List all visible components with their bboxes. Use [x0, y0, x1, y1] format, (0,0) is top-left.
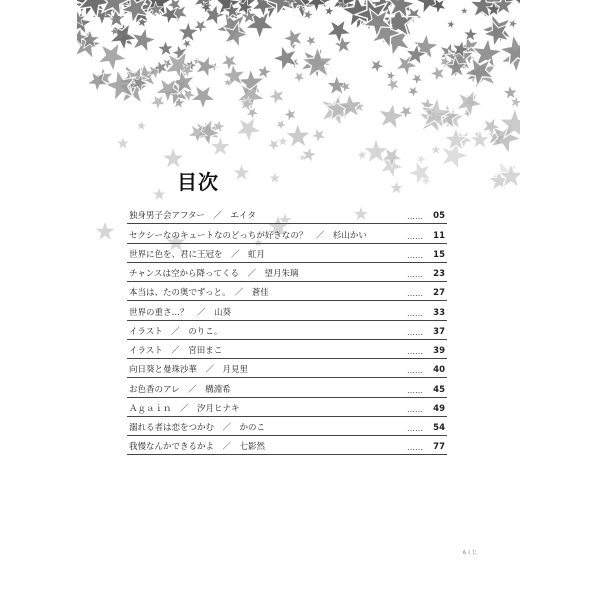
toc-row — [127, 205, 447, 224]
toc-page-number: 11 — [433, 230, 445, 241]
toc-list — [127, 205, 447, 455]
star-shape — [233, 164, 251, 181]
toc-entry-text: イラスト ／ のりこ。 — [129, 326, 223, 337]
toc-leader-dots: …… — [407, 404, 423, 414]
toc-leader-dots: …… — [407, 385, 423, 395]
star-shape — [94, 221, 115, 241]
star-shape — [218, 50, 241, 73]
toc-entry-text: 世界の重さ…？ ／ 山葵 — [129, 307, 232, 318]
star-shape — [323, 13, 356, 46]
toc-row — [127, 398, 447, 417]
toc-page-number: 15 — [433, 249, 445, 260]
star-shape — [299, 42, 339, 83]
star-shape — [116, 137, 129, 150]
toc-leader-dots: …… — [407, 270, 423, 279]
toc-row — [127, 359, 447, 378]
star-shape — [177, 21, 199, 42]
star-shape — [269, 40, 304, 75]
toc-row — [127, 340, 447, 359]
star-shape — [304, 33, 319, 48]
star-shape — [256, 63, 273, 79]
toc-row — [127, 282, 447, 301]
star-shape — [470, 130, 489, 148]
toc-leader-dots: …… — [407, 250, 423, 260]
toc-page-number: 54 — [433, 423, 445, 433]
toc-row — [127, 224, 447, 243]
star-shape — [332, 33, 355, 56]
toc-page-number: 45 — [433, 384, 445, 395]
star-shape — [384, 74, 403, 93]
toc-entry-text: 我慢なんかできるかよ ／ 七影然 — [129, 442, 266, 453]
toc-row — [127, 301, 447, 320]
toc-entry-text: 向日葵と曼珠沙華 ／ 月見里 — [129, 365, 249, 376]
star-shape — [514, 0, 520, 6]
star-shape — [309, 125, 329, 145]
toc-leader-dots: …… — [407, 212, 423, 222]
toc-page-number: 33 — [433, 307, 445, 318]
star-shape — [410, 71, 425, 86]
toc-row — [127, 321, 447, 340]
toc-entry-text: セクシーなのキュートなのどっちが好きなの？ ／ 杉山かい — [129, 230, 367, 241]
toc-row — [127, 378, 447, 397]
toc-entry-text: 溺れる者は恋をつかむ ／ かのこ — [129, 423, 266, 433]
toc-page-number: 27 — [433, 288, 445, 299]
toc-leader-dots: …… — [407, 308, 423, 318]
star-shape — [282, 106, 299, 123]
toc-row — [127, 417, 447, 436]
star-shape — [278, 136, 288, 146]
toc-entry-text: チャンスは空から降ってくる ／ 望月朱璃 — [129, 269, 299, 279]
toc-leader-dots: …… — [407, 289, 423, 299]
star-shape — [463, 27, 478, 42]
toc-entry-text: 世界に色を、君に王冠を ／ 虹月 — [129, 249, 266, 260]
star-shape — [378, 142, 406, 170]
page-title: 目次 — [177, 170, 219, 194]
toc-page-number: 37 — [433, 326, 445, 337]
star-shape — [231, 110, 266, 144]
toc-leader-dots: …… — [407, 231, 423, 241]
star-shape — [368, 56, 386, 74]
toc-page-number: 39 — [433, 346, 445, 356]
toc-page-number: 49 — [433, 403, 445, 414]
toc-entry-text: 本当は、たの奥でずっと。 ／ 蒼佳 — [129, 288, 269, 299]
star-shape — [446, 19, 455, 28]
document-page — [77, 0, 520, 600]
star-shape — [460, 6, 469, 15]
toc-leader-dots: …… — [407, 443, 423, 453]
toc-page-number: 23 — [433, 269, 445, 279]
toc-entry-text: 独身男子会アフター ／ エイタ — [129, 211, 256, 222]
toc-row — [127, 436, 447, 455]
toc-row — [127, 244, 447, 263]
star-shape — [156, 38, 176, 58]
toc-page-number: 77 — [433, 442, 445, 453]
star-shape — [136, 120, 147, 130]
star-shape — [269, 172, 280, 183]
toc-leader-dots: …… — [407, 327, 423, 337]
star-shape — [406, 83, 421, 98]
toc-entry-text: Ａｇａｉｎ ／ 汐月ヒナキ — [129, 403, 240, 414]
star-shape — [266, 84, 289, 107]
page-footer-label: もくじ — [462, 550, 478, 556]
star-shape — [210, 136, 231, 156]
star-shape — [292, 69, 308, 85]
toc-leader-dots: …… — [407, 366, 423, 376]
star-shape — [274, 117, 288, 131]
toc-leader-dots: …… — [407, 347, 423, 356]
star-shape — [389, 181, 403, 194]
toc-page-number: 05 — [433, 211, 445, 222]
toc-leader-dots: …… — [407, 424, 423, 433]
star-shape — [431, 145, 441, 154]
toc-row — [127, 263, 447, 282]
star-shape — [152, 187, 166, 200]
toc-entry-text: お色香のアレ ／ 構淵希 — [129, 384, 231, 395]
toc-page-number: 40 — [433, 365, 445, 376]
toc-entry-text: イラスト ／ 宮田まこ — [129, 346, 223, 356]
